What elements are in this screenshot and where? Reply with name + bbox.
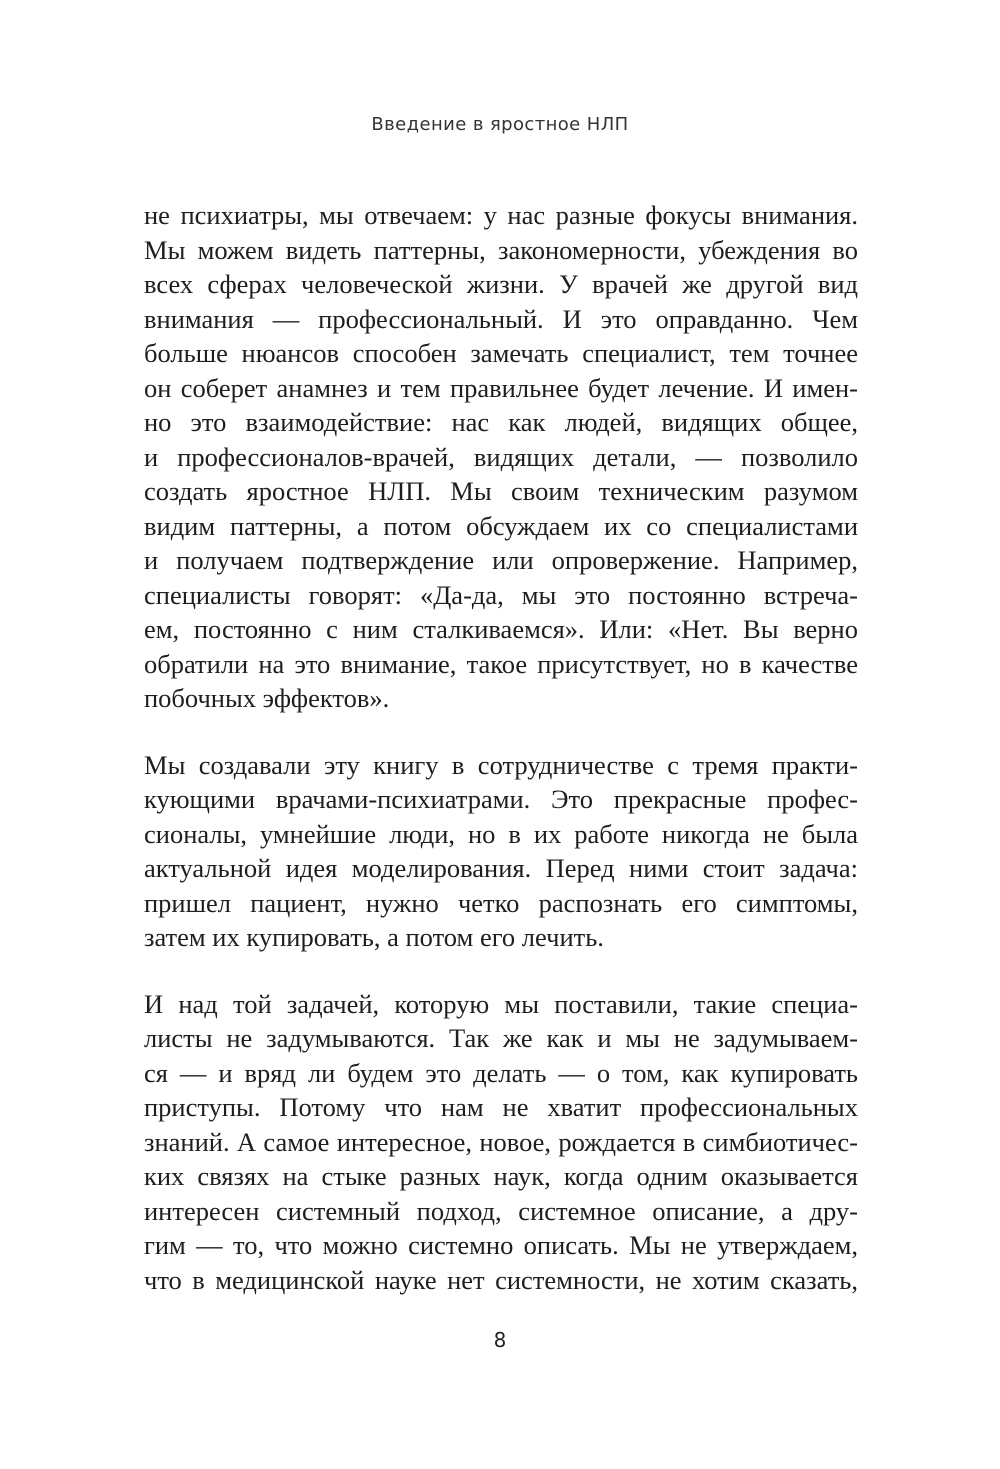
text-line: интересен системный подход, системное описание, а дру- <box>144 1195 858 1226</box>
page-number: 8 <box>493 1328 507 1352</box>
paragraph-1 <box>144 198 858 716</box>
text-line: всех сферах человеческой жизни. У врачей же другой вид <box>144 269 858 299</box>
text-line: Мы создавали эту книгу в сотрудничестве с тремя практи- <box>144 749 858 780</box>
text-line: больше нюансов способен замечать специалист, тем точнее <box>144 338 858 368</box>
text-line: и получаем подтверждение или опровержение. Например, <box>144 545 858 575</box>
text-line: и профессионалов-врачей, видящих детали, — позволило <box>144 441 858 472</box>
text-line: не психиатры, мы отвечаем: у нас разные фокусы внимания. <box>144 200 858 230</box>
text-line: побочных эффектов». <box>144 683 390 713</box>
text-line: ся — и вряд ли будем это делать — о том, как купировать <box>144 1057 858 1088</box>
text-line: но это взаимодействие: нас как людей, видящих общее, <box>144 407 858 437</box>
text-line: знаний. А самое интересное, новое, рождается в симбиотичес- <box>144 1126 858 1157</box>
text-line: внимания — профессиональный. И это оправданно. Чем <box>144 303 858 334</box>
text-line: приступы. Потому что нам не хватит профессиональных <box>144 1092 858 1122</box>
text-line: создать яростное НЛП. Мы своим техническим разумом <box>144 476 858 506</box>
text-line: что в медицинской науке нет системности, не хотим сказать, <box>144 1264 858 1295</box>
text-line: сионалы, умнейшие люди, но в их работе никогда не была <box>144 818 858 849</box>
text-line: актуальной идея моделирования. Перед ними стоит задача: <box>144 853 858 883</box>
text-line: видим паттерны, а потом обсуждаем их со специалистами <box>144 510 858 541</box>
running-head: Введение в яростное НЛП <box>371 114 629 135</box>
paragraph-2 <box>144 748 858 955</box>
text-line: он соберет анамнез и тем правильнее будет лечение. И имен- <box>144 372 858 403</box>
text-line: Мы можем видеть паттерны, закономерности, убеждения во <box>144 234 858 265</box>
text-line: И над той задачей, которую мы поставили, такие специа- <box>144 988 858 1019</box>
text-line: ем, постоянно с ним сталкиваемся». Или: «Нет. Вы верно <box>144 614 858 644</box>
text-line: затем их купировать, а потом его лечить. <box>144 922 604 952</box>
text-line: специалисты говорят: «Да-да, мы это постоянно встреча- <box>144 579 858 610</box>
text-line: листы не задумываются. Так же как и мы не задумываем- <box>144 1023 858 1053</box>
body-text <box>144 198 858 1329</box>
text-line: гим — то, что можно системно описать. Мы не утверждаем, <box>144 1230 858 1260</box>
paragraph-3 <box>144 987 858 1298</box>
text-line: обратили на это внимание, такое присутствует, но в качестве <box>144 648 858 679</box>
text-line: ких связях на стыке разных наук, когда одним оказывается <box>144 1161 858 1191</box>
text-line: пришел пациент, нужно четко распознать его симптомы, <box>144 887 858 918</box>
text-line: кующими врачами-психиатрами. Это прекрасные профес- <box>144 784 858 814</box>
